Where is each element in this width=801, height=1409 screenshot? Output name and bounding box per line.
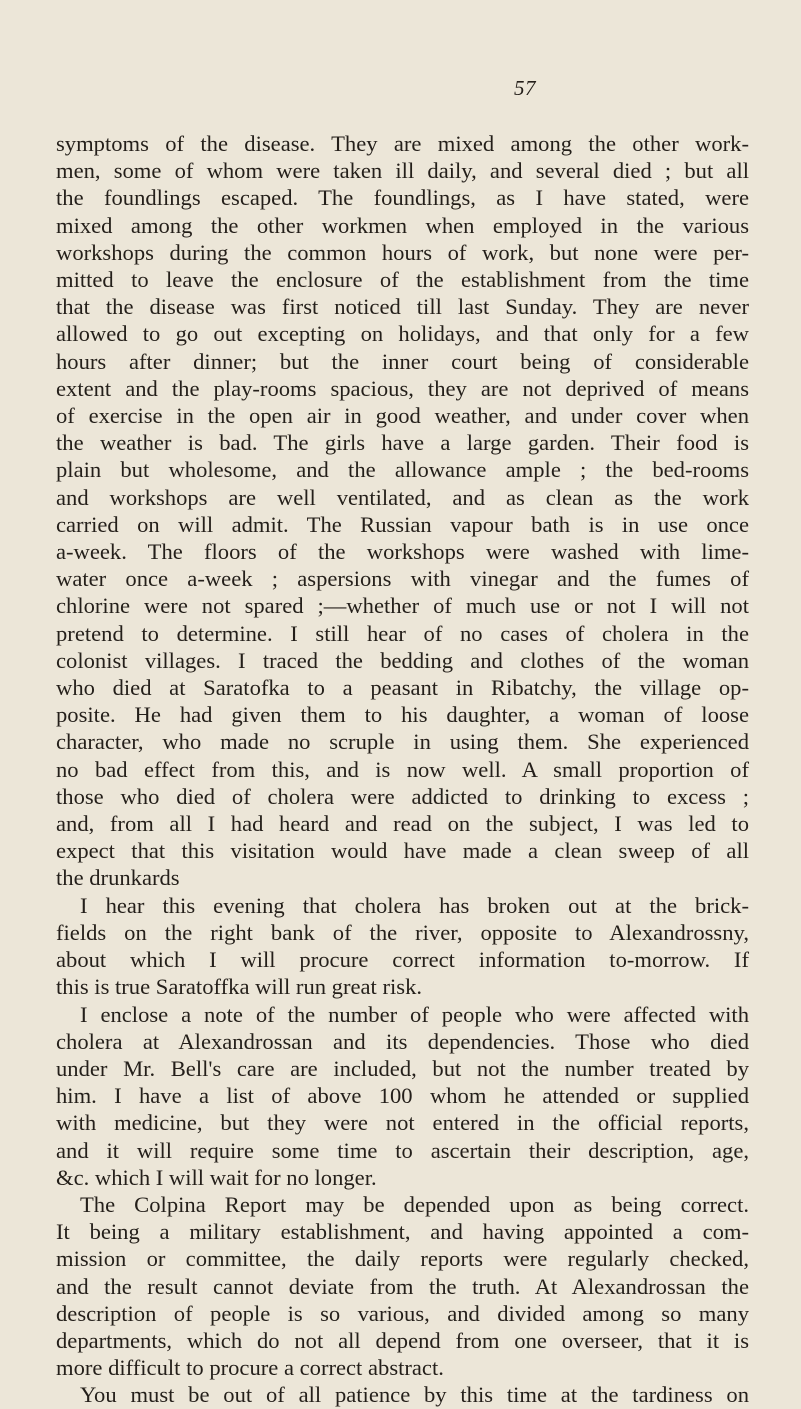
text-line: the foundlings escaped. The foundlings, as I have stated, were xyxy=(56,185,749,211)
text-line: the weather is bad. The girls have a large garden. Their food is xyxy=(56,430,749,456)
text-line: symptoms of the disease. They are mixed among the other work- xyxy=(56,131,749,156)
text-line: plain but wholesome, and the allowance ample ; the bed-rooms xyxy=(56,457,749,483)
text-line: this is true Saratoffka will run great risk. xyxy=(56,974,423,1000)
text-line: cholera at Alexandrossan and its dependencies. Those who died xyxy=(56,1028,749,1054)
text-line: posite. He had given them to his daughter, a woman of loose xyxy=(56,702,749,728)
text-line: expect that this visitation would have made a clean sweep of all xyxy=(56,838,749,864)
text-line: who died at Saratofka to a peasant in Ribatchy, the village op- xyxy=(56,675,749,701)
text-line: I hear this evening that cholera has broken out at the brick- xyxy=(80,892,749,918)
text-line: more difficult to procure a correct abstract. xyxy=(56,1355,444,1381)
text-line: the drunkards xyxy=(56,865,180,891)
text-line: mixed among the other workmen when employed in the various xyxy=(56,212,749,238)
text-line: fields on the right bank of the river, opposite to Alexandrossny, xyxy=(56,919,749,945)
text-line: The Colpina Report may be depended upon as being correct. xyxy=(80,1191,749,1217)
text-line: of exercise in the open air in good weather, and under cover when xyxy=(56,403,749,429)
text-line: &c. which I will wait for no longer. xyxy=(56,1164,377,1190)
text-line: description of people is so various, and divided among so many xyxy=(56,1300,749,1326)
text-line: and it will require some time to ascertain their description, age, xyxy=(56,1137,749,1163)
text-line: carried on will admit. The Russian vapour bath is in use once xyxy=(56,511,749,537)
text-line: and workshops are well ventilated, and as clean as the work xyxy=(56,484,749,510)
text-line: hours after dinner; but the inner court being of considerable xyxy=(56,348,749,374)
text-line: chlorine were not spared ;—whether of much use or not I will not xyxy=(56,593,749,619)
text-line: colonist villages. I traced the bedding and clothes of the woman xyxy=(56,647,749,673)
text-line: no bad effect from this, and is now well. A small proportion of xyxy=(56,756,749,782)
text-line: water once a-week ; aspersions with vinegar and the fumes of xyxy=(56,566,749,592)
text-line: a-week. The floors of the workshops were washed with lime- xyxy=(56,539,749,565)
text-line: with medicine, but they were not entered in the official reports, xyxy=(56,1110,749,1136)
text-line: that the disease was first noticed till last Sunday. They are never xyxy=(56,294,749,320)
text-line: I enclose a note of the number of people who were affected with xyxy=(80,1001,749,1027)
text-line: and, from all I had heard and read on the subject, I was led to xyxy=(56,811,749,837)
text-line: extent and the play-rooms spacious, they are not deprived of means xyxy=(56,375,749,401)
text-line: those who died of cholera were addicted to drinking to excess ; xyxy=(56,783,749,809)
body-text xyxy=(56,130,749,1409)
text-line: men, some of whom were taken ill daily, and several died ; but all xyxy=(56,158,749,184)
text-line: allowed to go out excepting on holidays, and that only for a few xyxy=(56,321,749,347)
text-line: It being a military establishment, and having appointed a com- xyxy=(56,1219,749,1245)
text-line: departments, which do not all depend from one overseer, that it is xyxy=(56,1327,749,1353)
text-line: and the result cannot deviate from the truth. At Alexandrossan the xyxy=(56,1273,749,1299)
text-line: him. I have a list of above 100 whom he attended or supplied xyxy=(56,1083,749,1109)
text-line: about which I will procure correct information to-morrow. If xyxy=(56,947,749,973)
page-number: 57 xyxy=(514,76,536,100)
text-line: workshops during the common hours of work, but none were per- xyxy=(56,239,749,265)
text-line: pretend to determine. I still hear of no cases of cholera in the xyxy=(56,620,749,646)
text-line: character, who made no scruple in using them. She experienced xyxy=(56,729,749,755)
text-line: mitted to leave the enclosure of the establishment from the time xyxy=(56,267,749,293)
text-line: mission or committee, the daily reports were regularly checked, xyxy=(56,1246,749,1272)
text-line: under Mr. Bell's care are included, but not the number treated by xyxy=(56,1055,749,1081)
text-line: You must be out of all patience by this time at the tardiness on xyxy=(80,1382,749,1408)
